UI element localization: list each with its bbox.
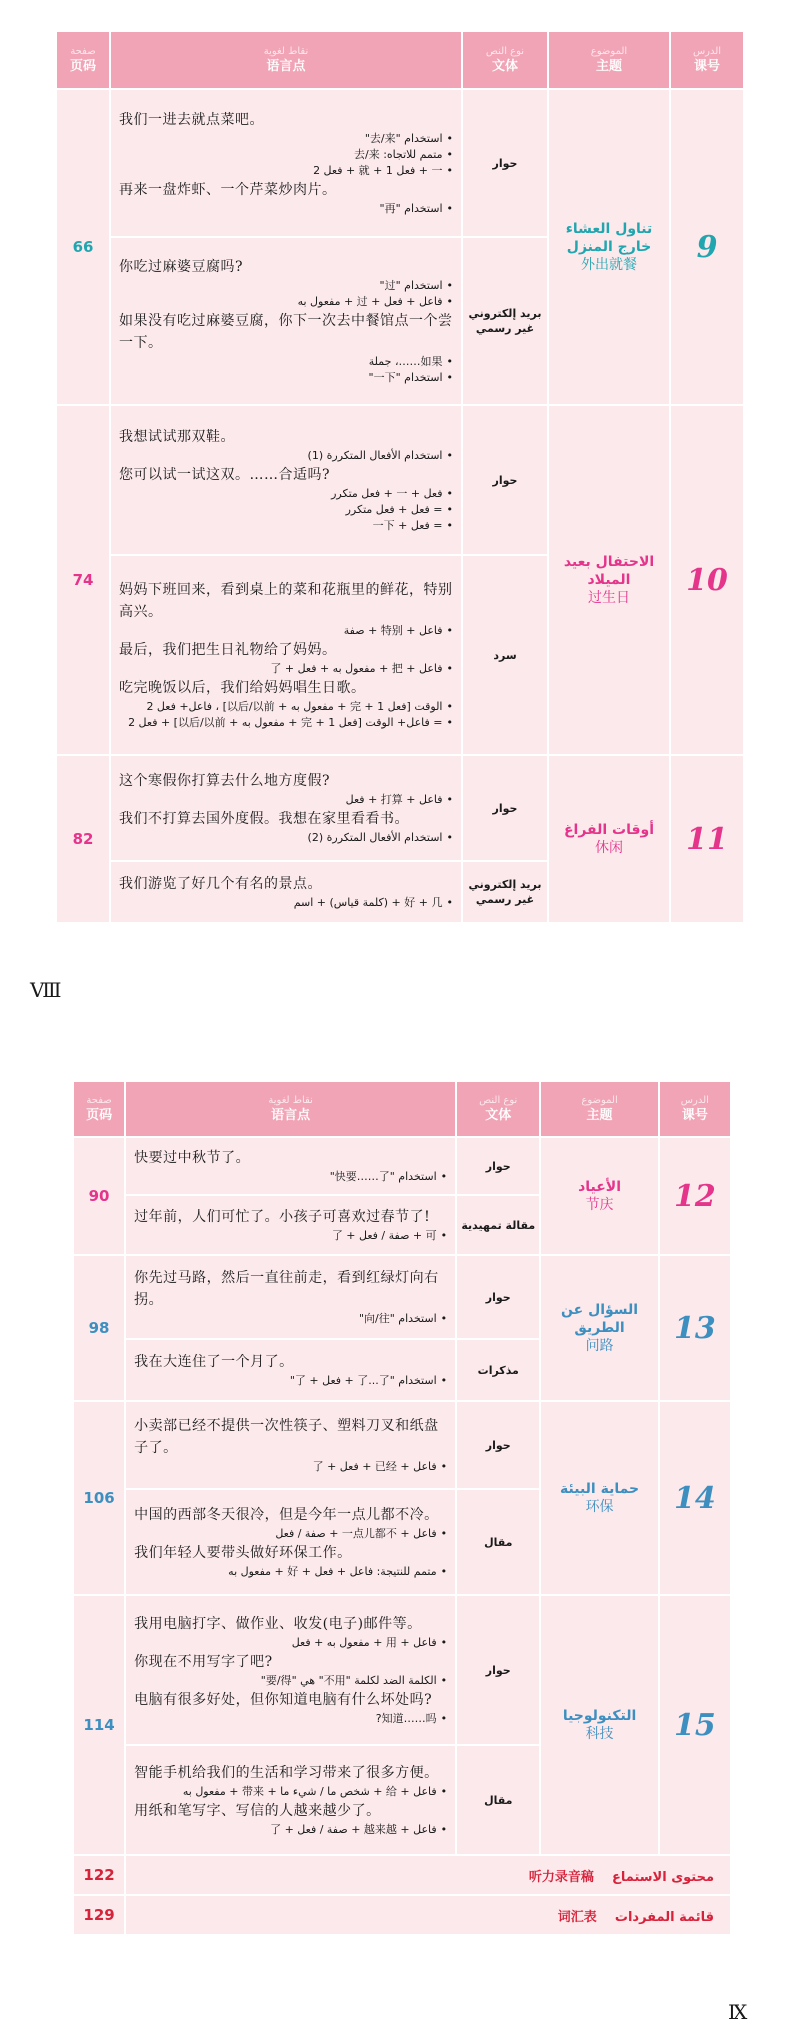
header-type: نوع النص 文体: [463, 32, 547, 88]
lesson-11-row-1: [57, 756, 743, 860]
grammar-note: • 知道……吗?: [134, 1711, 447, 1727]
lesson-10-topic: [549, 406, 669, 754]
grammar-note: • استخدام "再": [119, 201, 453, 217]
lesson-14-topic: [541, 1402, 657, 1594]
grammar-note: • 可 + صفة / فعل + 了: [134, 1228, 447, 1244]
grammar-note: • متمم للنتيجة: فاعل + فعل + 好 + مفعول به: [134, 1564, 447, 1580]
example-sentence: 我用电脑打字、做作业、收发(电子)邮件等。: [134, 1616, 422, 1632]
header-row: [74, 1082, 730, 1136]
lesson-12-points-2: [126, 1196, 455, 1254]
lesson-13-topic: [541, 1256, 657, 1400]
lesson-10-points-1: [111, 406, 461, 554]
lesson-9-row-1: [57, 90, 743, 236]
topic-chinese: 外出就餐: [581, 257, 637, 273]
header-row: [57, 32, 743, 88]
lesson-11-points-1: [111, 756, 461, 860]
grammar-note: • فاعل + 已经 + فعل + 了: [134, 1459, 447, 1475]
example-sentence: 我在大连住了一个月了。: [134, 1354, 294, 1370]
example-sentence: 我们游览了好几个有名的景点。: [119, 876, 322, 892]
grammar-note: • استخدام "向/往": [134, 1311, 447, 1327]
grammar-note: • استخدام الأفعال المتكررة (1): [119, 448, 453, 464]
lesson-9-page: 66: [57, 90, 109, 404]
lesson-11-type-2: بريد إلكتروني غير رسمي: [463, 862, 547, 922]
extra-page: 129: [74, 1896, 124, 1934]
lesson-15-type-1: حوار: [457, 1596, 539, 1744]
lesson-13-points-1: [126, 1256, 455, 1338]
lesson-9-type-1: حوار: [463, 90, 547, 236]
lesson-12-type-2: مقالة تمهيدية: [457, 1196, 539, 1254]
grammar-note: • استخدام "过": [119, 278, 453, 294]
lesson-15-points-2: [126, 1746, 455, 1854]
grammar-note: • فاعل + 一点儿都不 + صفة / فعل: [134, 1526, 447, 1542]
example-sentence: 你吃过麻婆豆腐吗?: [119, 259, 244, 275]
topic-arabic: حماية البيئة: [560, 1481, 640, 1497]
lesson-14-page: 106: [74, 1402, 124, 1594]
example-sentence: 过年前，人们可忙了。小孩子可喜欢过春节了!: [134, 1209, 431, 1225]
extra-title-chinese: 词汇表: [557, 1909, 597, 1925]
lesson-10-page: 74: [57, 406, 109, 754]
extra-row-vocabulary: [74, 1896, 730, 1934]
lesson-12-row-1: [74, 1138, 730, 1194]
example-sentence: 我想试试那双鞋。: [119, 429, 235, 445]
example-sentence: 吃完晚饭以后，我们给妈妈唱生日歌。: [119, 680, 366, 696]
lesson-9-type-2: بريد إلكتروني غير رسمي: [463, 238, 547, 404]
lesson-10-row-1: [57, 406, 743, 554]
grammar-note: • فاعل + 给 + شخص ما / شيء ما + 带来 + مفعول به: [134, 1784, 447, 1800]
lesson-13-number: 13: [660, 1256, 730, 1400]
lesson-9-number: 9: [671, 90, 743, 404]
lesson-14-type-2: مقال: [457, 1490, 539, 1594]
header-topic: الموضوع 主题: [549, 32, 669, 88]
example-sentence: 中国的西部冬天很冷，但是今年一点儿都不冷。: [134, 1507, 439, 1523]
header-lesson: الدرس 课号: [671, 32, 743, 88]
lesson-11-type-1: حوار: [463, 756, 547, 860]
grammar-note: • = فعل + 一下: [119, 518, 453, 534]
header-points: نقاط لغوية 语言点: [126, 1082, 455, 1136]
grammar-note: • استخدام "了...了 + فعل + 了": [134, 1373, 447, 1389]
toc-table-top: [55, 30, 745, 924]
grammar-note: • = فاعل+ الوقت [فعل 1 + 完 + مفعول به + 以后/以前] + فعل 2: [119, 715, 453, 731]
grammar-note: • فاعل + 特别 + صفة: [119, 623, 453, 639]
grammar-note: • فعل + 一 + فعل متكرر: [119, 486, 453, 502]
example-sentence: 妈妈下班回来，看到桌上的菜和花瓶里的鲜花，特别高兴。: [119, 582, 453, 620]
lesson-12-number: 12: [660, 1138, 730, 1254]
header-lesson: الدرس 课号: [660, 1082, 730, 1136]
grammar-note: • فاعل + 用 + مفعول به + فعل: [134, 1635, 447, 1651]
example-sentence: 智能手机给我们的生活和学习带来了很多方便。: [134, 1765, 439, 1781]
lesson-15-number: 15: [660, 1596, 730, 1854]
header-type: نوع النص 文体: [457, 1082, 539, 1136]
lesson-11-topic: [549, 756, 669, 922]
example-sentence: 我们一进去就点菜吧。: [119, 112, 264, 128]
lesson-14-number: 14: [660, 1402, 730, 1594]
topic-chinese: 节庆: [585, 1197, 614, 1213]
grammar-note: • فاعل + 越来越 + صفة / فعل + 了: [134, 1822, 447, 1838]
lesson-11-number: 11: [671, 756, 743, 922]
lesson-14-points-2: [126, 1490, 455, 1594]
example-sentence: 用纸和笔写字、写信的人越来越少了。: [134, 1803, 381, 1819]
lesson-15-type-2: مقال: [457, 1746, 539, 1854]
grammar-note: • 如果……، جملة: [119, 354, 453, 370]
lesson-9-points-2: [111, 238, 461, 404]
example-sentence: 你现在不用写字了吧?: [134, 1654, 273, 1670]
lesson-13-points-2: [126, 1340, 455, 1400]
lesson-15-topic: [541, 1596, 657, 1854]
extra-title: [126, 1856, 730, 1894]
extra-title-arabic: محتوى الاستماع: [611, 1869, 714, 1885]
extra-title-arabic: قائمة المفردات: [614, 1909, 714, 1925]
lesson-15-points-1: [126, 1596, 455, 1744]
lesson-12-points-1: [126, 1138, 455, 1194]
grammar-note: • فاعل + فعل + 过 + مفعول به: [119, 294, 453, 310]
example-sentence: 这个寒假你打算去什么地方度假?: [119, 773, 331, 789]
topic-chinese: 问路: [585, 1338, 614, 1354]
lesson-14-row-1: [74, 1402, 730, 1488]
topic-arabic: تناول العشاء خارج المنزل: [565, 221, 653, 255]
grammar-note: • فاعل + 打算 + فعل: [119, 792, 453, 808]
topic-arabic: السؤال عن الطريق: [561, 1302, 639, 1336]
grammar-note: • استخدام "快要……了": [134, 1169, 447, 1185]
lesson-13-type-2: مذكرات: [457, 1340, 539, 1400]
example-sentence: 你先过马路，然后一直往前走，看到红绿灯向右拐。: [134, 1270, 439, 1308]
lesson-13-type-1: حوار: [457, 1256, 539, 1338]
lesson-13-page: 98: [74, 1256, 124, 1400]
lesson-15-row-1: [74, 1596, 730, 1744]
grammar-note: • استخدام "一下": [119, 370, 453, 386]
example-sentence: 快要过中秋节了。: [134, 1150, 251, 1166]
header-page: صفحة 页码: [74, 1082, 124, 1136]
topic-arabic: أوقات الفراغ: [563, 822, 655, 838]
lesson-15-page: 114: [74, 1596, 124, 1854]
extra-page: 122: [74, 1856, 124, 1894]
toc-table-bottom: [72, 1080, 732, 1936]
lesson-13-row-1: [74, 1256, 730, 1338]
example-sentence: 电脑有很多好处，但你知道电脑有什么坏处吗?: [134, 1692, 433, 1708]
extra-title-chinese: 听力录音稿: [528, 1869, 594, 1885]
grammar-note: • = فعل + فعل متكرر: [119, 502, 453, 518]
example-sentence: 我们年轻人要带头做好环保工作。: [134, 1545, 352, 1561]
topic-arabic: التكنولوجيا: [562, 1708, 637, 1724]
page-number-left: Ⅷ: [30, 978, 62, 1002]
topic-arabic: الأعياد: [578, 1179, 622, 1195]
lesson-12-type-1: حوار: [457, 1138, 539, 1194]
lesson-10-points-2: [111, 556, 461, 754]
example-sentence: 小卖部已经不提供一次性筷子、塑料刀叉和纸盘子了。: [134, 1418, 439, 1456]
grammar-note: • استخدام الأفعال المتكررة (2): [119, 830, 453, 846]
lesson-10-number: 10: [671, 406, 743, 754]
topic-arabic: الاحتفال بعيد الميلاد: [563, 554, 655, 588]
header-points: نقاط لغوية 语言点: [111, 32, 461, 88]
grammar-note: • الكلمة الضد لكلمة "不用" هي "要/得": [134, 1673, 447, 1689]
topic-chinese: 环保: [585, 1499, 614, 1515]
grammar-note: • 一 + فعل 1 + 就 + فعل 2: [119, 163, 453, 179]
grammar-note: • متمم للاتجاه: 去/来: [119, 147, 453, 163]
example-sentence: 最后，我们把生日礼物给了妈妈。: [119, 642, 337, 658]
topic-chinese: 科技: [585, 1726, 614, 1742]
lesson-12-page: 90: [74, 1138, 124, 1254]
topic-chinese: 过生日: [588, 590, 630, 606]
lesson-14-type-1: حوار: [457, 1402, 539, 1488]
lesson-10-type-2: سرد: [463, 556, 547, 754]
lesson-10-type-1: حوار: [463, 406, 547, 554]
lesson-14-points-1: [126, 1402, 455, 1488]
grammar-note: • استخدام "去/来": [119, 131, 453, 147]
lesson-9-topic: [549, 90, 669, 404]
grammar-note: • فاعل + 把 + مفعول به + فعل + 了: [119, 661, 453, 677]
lesson-9-points-1: [111, 90, 461, 236]
example-sentence: 再来一盘炸虾、一个芹菜炒肉片。: [119, 182, 337, 198]
example-sentence: 如果没有吃过麻婆豆腐，你下一次去中餐馆点一个尝一下。: [119, 313, 453, 351]
lesson-12-topic: [541, 1138, 657, 1254]
lesson-11-points-2: [111, 862, 461, 922]
extra-title: [126, 1896, 730, 1934]
header-topic: الموضوع 主题: [541, 1082, 657, 1136]
example-sentence: 我们不打算去国外度假。我想在家里看看书。: [119, 811, 409, 827]
example-sentence: 您可以试一试这双。……合适吗?: [119, 467, 331, 483]
extra-row-listening: [74, 1856, 730, 1894]
lesson-11-page: 82: [57, 756, 109, 922]
grammar-note: • 好 + 几 + (كلمة قياس) + اسم: [119, 895, 453, 911]
topic-chinese: 休闲: [595, 840, 623, 856]
grammar-note: • الوقت [فعل 1 + 完 + مفعول به + 以后/以前] ، فاعل+ فعل 2: [119, 699, 453, 715]
page-number-right: Ⅸ: [728, 2000, 748, 2024]
header-page: صفحة 页码: [57, 32, 109, 88]
